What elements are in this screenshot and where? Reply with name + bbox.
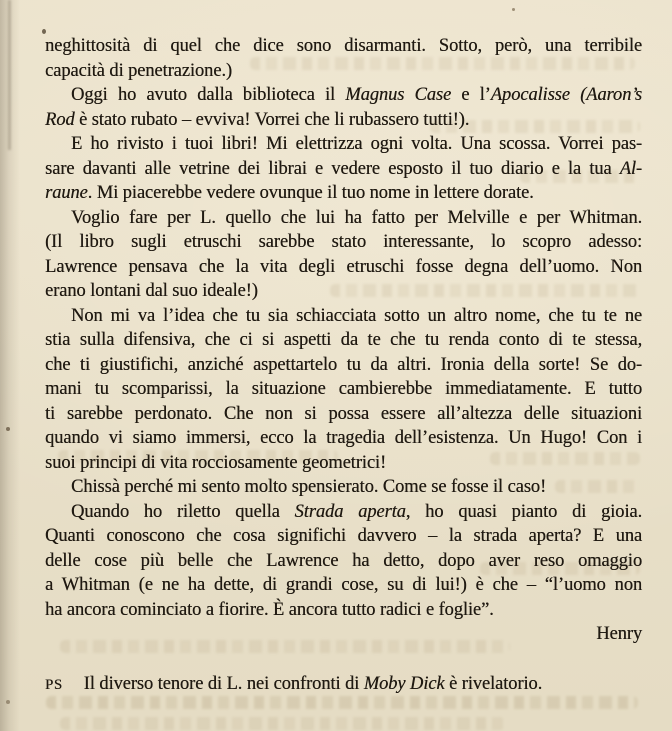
text-segment: Quando ho riletto quella	[71, 501, 295, 522]
bleedthrough-band	[46, 696, 638, 709]
bleedthrough-band	[60, 717, 505, 730]
text-line	[45, 279, 642, 304]
postscript	[45, 672, 642, 697]
text-segment: Non mi va l’idea che tu sia schiacciata sotto un altro nome, che tu te ne	[71, 305, 642, 326]
text-segment: Il diverso tenore di L. nei confronti di	[83, 673, 364, 694]
text-segment: mani tu scomparissi, la situazione cambierebbe immediatamente. E tutto	[45, 379, 642, 399]
text-segment: e l’	[451, 85, 491, 105]
text-line	[45, 353, 642, 378]
book-title-italic: Rod	[45, 109, 75, 130]
text-line	[45, 255, 642, 280]
text-line	[45, 181, 642, 206]
page-edge-shadow	[8, 0, 11, 150]
line-content	[45, 453, 386, 473]
text-segment: suoi principi di vita rocciosamente geometrici!	[45, 452, 387, 473]
text-line	[45, 500, 642, 525]
text-segment: a Whitman (e ne ha dette, di grandi cose, su di lui!) è che – “l’uomo non	[45, 575, 642, 595]
text-segment: stia sulla difensiva, che ci si aspetti da te che tu renda conto di te stessa,	[45, 330, 642, 350]
line-content	[45, 61, 232, 81]
text-segment: . Mi piacerebbe vedere ovunque il tuo nome in lettere dorate.	[87, 183, 534, 203]
line-content	[71, 306, 642, 326]
line-content	[45, 379, 642, 399]
text-line	[45, 108, 642, 133]
book-title-italic: Moby Dick	[363, 673, 445, 694]
text-segment: erano lontani dal suo ideale!)	[45, 281, 258, 301]
line-content	[45, 600, 494, 620]
line-content	[45, 159, 642, 179]
text-segment: Lawrence pensava che la vita degli etruschi fosse degna dell’uomo. Non	[45, 256, 642, 277]
line-content	[45, 674, 542, 694]
line-content	[45, 183, 534, 203]
line-content	[45, 257, 642, 277]
scan-speck	[512, 8, 515, 11]
line-content	[71, 85, 642, 105]
line-content	[71, 502, 642, 522]
scan-speck	[6, 700, 10, 704]
book-title-italic: Magnus Case	[345, 85, 452, 105]
text-line	[45, 34, 642, 59]
book-title-italic: Apocalisse (Aaron’s	[490, 85, 642, 105]
text-line	[45, 304, 642, 329]
line-content	[45, 355, 642, 375]
text-line	[45, 157, 642, 182]
line-content	[71, 134, 642, 154]
text-segment: capacità di penetrazione.)	[45, 60, 232, 81]
line-content	[45, 110, 469, 130]
text-segment: Voglio fare per L. quello che lui ha fatto per Melville e per Whitman.	[71, 207, 642, 228]
text-line	[45, 524, 642, 549]
text-line	[45, 132, 642, 157]
line-content	[45, 232, 642, 252]
line-content	[71, 477, 546, 497]
text-segment: Oggi ho avuto dalla biblioteca il	[71, 85, 346, 105]
line-content	[71, 208, 642, 228]
book-title-italic: Strada aperta	[294, 501, 406, 522]
text-line	[45, 451, 642, 476]
line-content	[45, 404, 642, 424]
text-line	[45, 475, 642, 500]
text-segment: ti sarebbe perdonato. Che non si possa essere all’altezza delle situazioni	[45, 403, 642, 424]
scan-speck	[6, 427, 10, 431]
text-line	[45, 573, 642, 598]
line-content	[45, 330, 642, 350]
line-content	[45, 281, 258, 301]
text-segment: neghittosità di quel che dice sono disarmanti. Sotto, però, una terribile	[45, 36, 642, 56]
text-segment: , ho quasi pianto di gioia.	[405, 501, 642, 522]
line-content	[45, 551, 642, 571]
text-segment: sare davanti alle vetrine dei librai e vedere esposto il tuo diario e la tua	[45, 158, 620, 179]
text-segment: Quanti conoscono che cosa significhi davvero – la strada aperta? E una	[45, 526, 642, 546]
postscript-label: PS	[45, 676, 63, 693]
text-line	[45, 328, 642, 353]
text-segment: E ho rivisto i tuoi libri! Mi elettrizza ogni volta. Una scossa. Vorrei pas-	[71, 134, 642, 154]
letter-text	[45, 34, 642, 696]
text-line	[45, 402, 642, 427]
text-line	[45, 59, 642, 84]
line-content	[45, 428, 642, 448]
text-segment: (Il libro sugli etruschi sarebbe stato interessante, lo scopro adesso:	[45, 232, 642, 252]
text-line	[45, 206, 642, 231]
signature	[45, 622, 642, 647]
text-line	[45, 549, 642, 574]
line-content	[45, 526, 642, 546]
book-title-italic: Al-	[619, 158, 642, 179]
text-line	[45, 230, 642, 255]
line-content	[45, 36, 642, 56]
text-segment: quando vi siamo immersi, ecco la tragedia dell’esistenza. Un Hugo! Con i	[45, 428, 642, 448]
text-segment: delle cose più belle che Lawrence ha detto, dopo aver reso omaggio	[45, 550, 642, 571]
text-line	[45, 426, 642, 451]
text-line	[45, 83, 642, 108]
text-line	[45, 598, 642, 623]
line-content	[596, 624, 642, 644]
text-segment: ha ancora cominciato a fiorire. È ancora tutto radici e foglie”.	[45, 599, 494, 620]
line-content	[45, 575, 642, 595]
text-segment: che ti giustifichi, anziché aspettartelo tu da altri. Ironia della sorte! Se do-	[45, 354, 642, 375]
book-title-italic: raune	[45, 183, 88, 203]
text-line	[45, 377, 642, 402]
text-segment: Chissà perché mi sento molto spensierato. Come se fosse il caso!	[71, 477, 547, 497]
text-segment: Henry	[596, 624, 642, 644]
text-segment: è rivelatorio.	[444, 673, 543, 694]
text-segment: è stato rubato – evviva! Vorrei che li rubassero tutti!).	[74, 109, 470, 130]
